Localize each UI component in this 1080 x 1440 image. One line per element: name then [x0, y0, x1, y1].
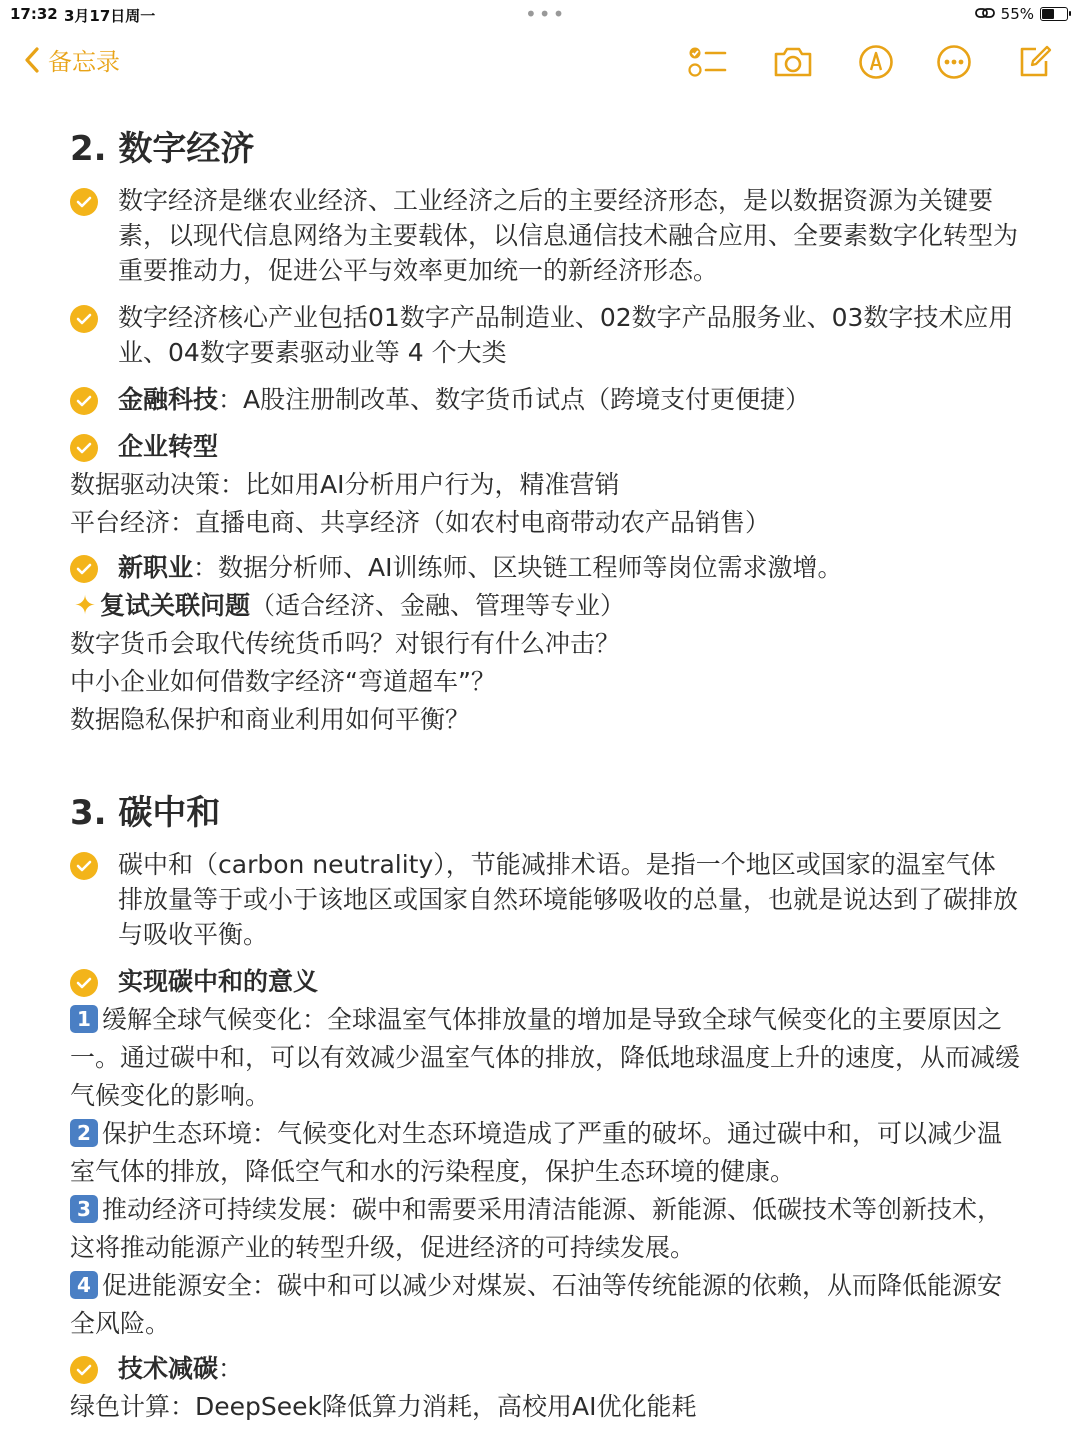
compose-icon — [1016, 44, 1052, 80]
battery-percent: 55% — [1000, 5, 1034, 23]
section-heading-digital-economy: 2. 数字经济 — [70, 129, 255, 169]
retest-label: 复试关联问题 — [100, 591, 251, 620]
numbered-point — [70, 1001, 1020, 1115]
body-line: 数据驱动决策：比如用AI分析用户行为，精准营销 — [70, 470, 620, 499]
star-icon: ✦ — [74, 591, 96, 621]
checkmark-icon[interactable] — [70, 555, 98, 583]
compose-button[interactable] — [1012, 40, 1056, 84]
status-bar — [0, 0, 1080, 30]
significance-label: 实现碳中和的意义 — [118, 967, 319, 996]
checkmark-icon[interactable] — [70, 188, 98, 216]
retest-heading — [70, 587, 1020, 625]
link-icon — [975, 5, 995, 23]
status-time: 17:32 — [10, 5, 58, 23]
checklist-item — [70, 300, 1020, 370]
fintech-label: 金融科技 — [118, 385, 219, 414]
checklist-button[interactable] — [686, 40, 730, 84]
jobs-label: 新职业 — [118, 553, 194, 582]
keycap-3-icon: 3 — [70, 1195, 98, 1223]
tech-colon: ： — [218, 1354, 244, 1383]
chevron-left-icon — [24, 46, 40, 74]
checkmark-icon[interactable] — [70, 1356, 98, 1384]
fintech-text: ：A股注册制改革、数字货币试点（跨境支付更便捷） — [218, 385, 811, 414]
checkmark-icon[interactable] — [70, 305, 98, 333]
tech-label: 技术减碳 — [118, 1354, 219, 1383]
numbered-point — [70, 1191, 1020, 1267]
question-line: 数字货币会取代传统货币吗？对银行有什么冲击？ — [70, 629, 621, 658]
checklist-item — [70, 183, 1020, 288]
point-text: 推动经济可持续发展：碳中和需要采用清洁能源、新能源、低碳技术等创新技术，这将推动能源产业的转型升级，促进经济的可持续发展。 — [70, 1195, 1003, 1262]
back-button[interactable] — [24, 42, 120, 77]
question-line: 数据隐私保护和商业利用如何平衡？ — [70, 705, 471, 734]
checklist-item-text: 数字经济核心产业包括01数字产品制造业、02数字产品服务业、03数字技术应用业、04数字要素驱动业等 4 个大类 — [118, 303, 1014, 367]
section-heading-carbon-neutrality: 3. 碳中和 — [70, 793, 221, 833]
nav-bar — [0, 36, 1080, 88]
checklist-icon — [688, 45, 728, 79]
checkmark-icon[interactable] — [70, 434, 98, 462]
checklist-item-text: 数字经济是继农业经济、工业经济之后的主要经济形态，是以数据资源为关键要素，以现代信息网络为主要载体，以信息通信技术融合应用、全要素数字化转型为重要推动力，促进公平与效率更加统一的新经济形态。 — [118, 186, 1019, 285]
checklist-item — [70, 847, 1020, 952]
camera-button[interactable] — [771, 40, 815, 84]
checklist-item-text: 碳中和（carbon neutrality），节能减排术语。是指一个地区或国家的温室气体排放量等于或小于该地区或国家自然环境能够吸收的总量，也就是说达到了碳排放与吸收平衡。 — [118, 850, 1019, 949]
retest-note: （适合经济、金融、管理等专业） — [250, 591, 626, 620]
more-button[interactable] — [932, 40, 976, 84]
keycap-4-icon: 4 — [70, 1271, 98, 1299]
numbered-point — [70, 1115, 1020, 1191]
transform-label: 企业转型 — [118, 432, 219, 461]
checklist-item-fintech — [70, 382, 1020, 417]
jobs-text: ：数据分析师、AI训练师、区块链工程师等岗位需求激增。 — [193, 553, 843, 582]
point-text: 保护生态环境：气候变化对生态环境造成了严重的破坏。通过碳中和，可以减少温室气体的排放，降低空气和水的污染程度，保护生态环境的健康。 — [70, 1119, 1003, 1186]
keycap-1-icon: 1 — [70, 1005, 98, 1033]
multitask-dots-icon[interactable]: ••• — [525, 2, 567, 26]
point-text: 缓解全球气候变化：全球温室气体排放量的增加是导致全球气候变化的主要原因之一。通过碳中和，可以有效减少温室气体的排放，降低地球温度上升的速度，从而减缓气候变化的影响。 — [70, 1005, 1021, 1110]
ellipsis-circle-icon — [936, 44, 972, 80]
question-line: 中小企业如何借数字经济“弯道超车”？ — [70, 667, 496, 696]
note-body[interactable] — [70, 125, 1020, 1426]
checklist-item-jobs — [70, 550, 1020, 585]
keycap-2-icon: 2 — [70, 1119, 98, 1147]
camera-icon — [772, 45, 814, 79]
spacer — [70, 739, 1020, 789]
checkmark-icon[interactable] — [70, 852, 98, 880]
battery-icon — [1040, 7, 1068, 21]
pen-tip-icon — [858, 44, 894, 80]
point-text: 促进能源安全：碳中和可以减少对煤炭、石油等传统能源的依赖，从而降低能源安全风险。 — [70, 1271, 1003, 1338]
checkmark-icon[interactable] — [70, 387, 98, 415]
status-date: 3月17日周一 — [64, 7, 156, 25]
checklist-item-significance — [70, 964, 1020, 999]
checkmark-icon[interactable] — [70, 969, 98, 997]
checklist-item-tech — [70, 1351, 1020, 1386]
checklist-item-transform — [70, 429, 1020, 464]
numbered-point — [70, 1267, 1020, 1343]
markup-button[interactable] — [854, 40, 898, 84]
body-line: 绿色计算：DeepSeek降低算力消耗，高校用AI优化能耗 — [70, 1392, 697, 1421]
back-label: 备忘录 — [48, 48, 120, 76]
body-line: 平台经济：直播电商、共享经济（如农村电商带动农产品销售） — [70, 508, 771, 537]
status-right — [975, 5, 1068, 23]
